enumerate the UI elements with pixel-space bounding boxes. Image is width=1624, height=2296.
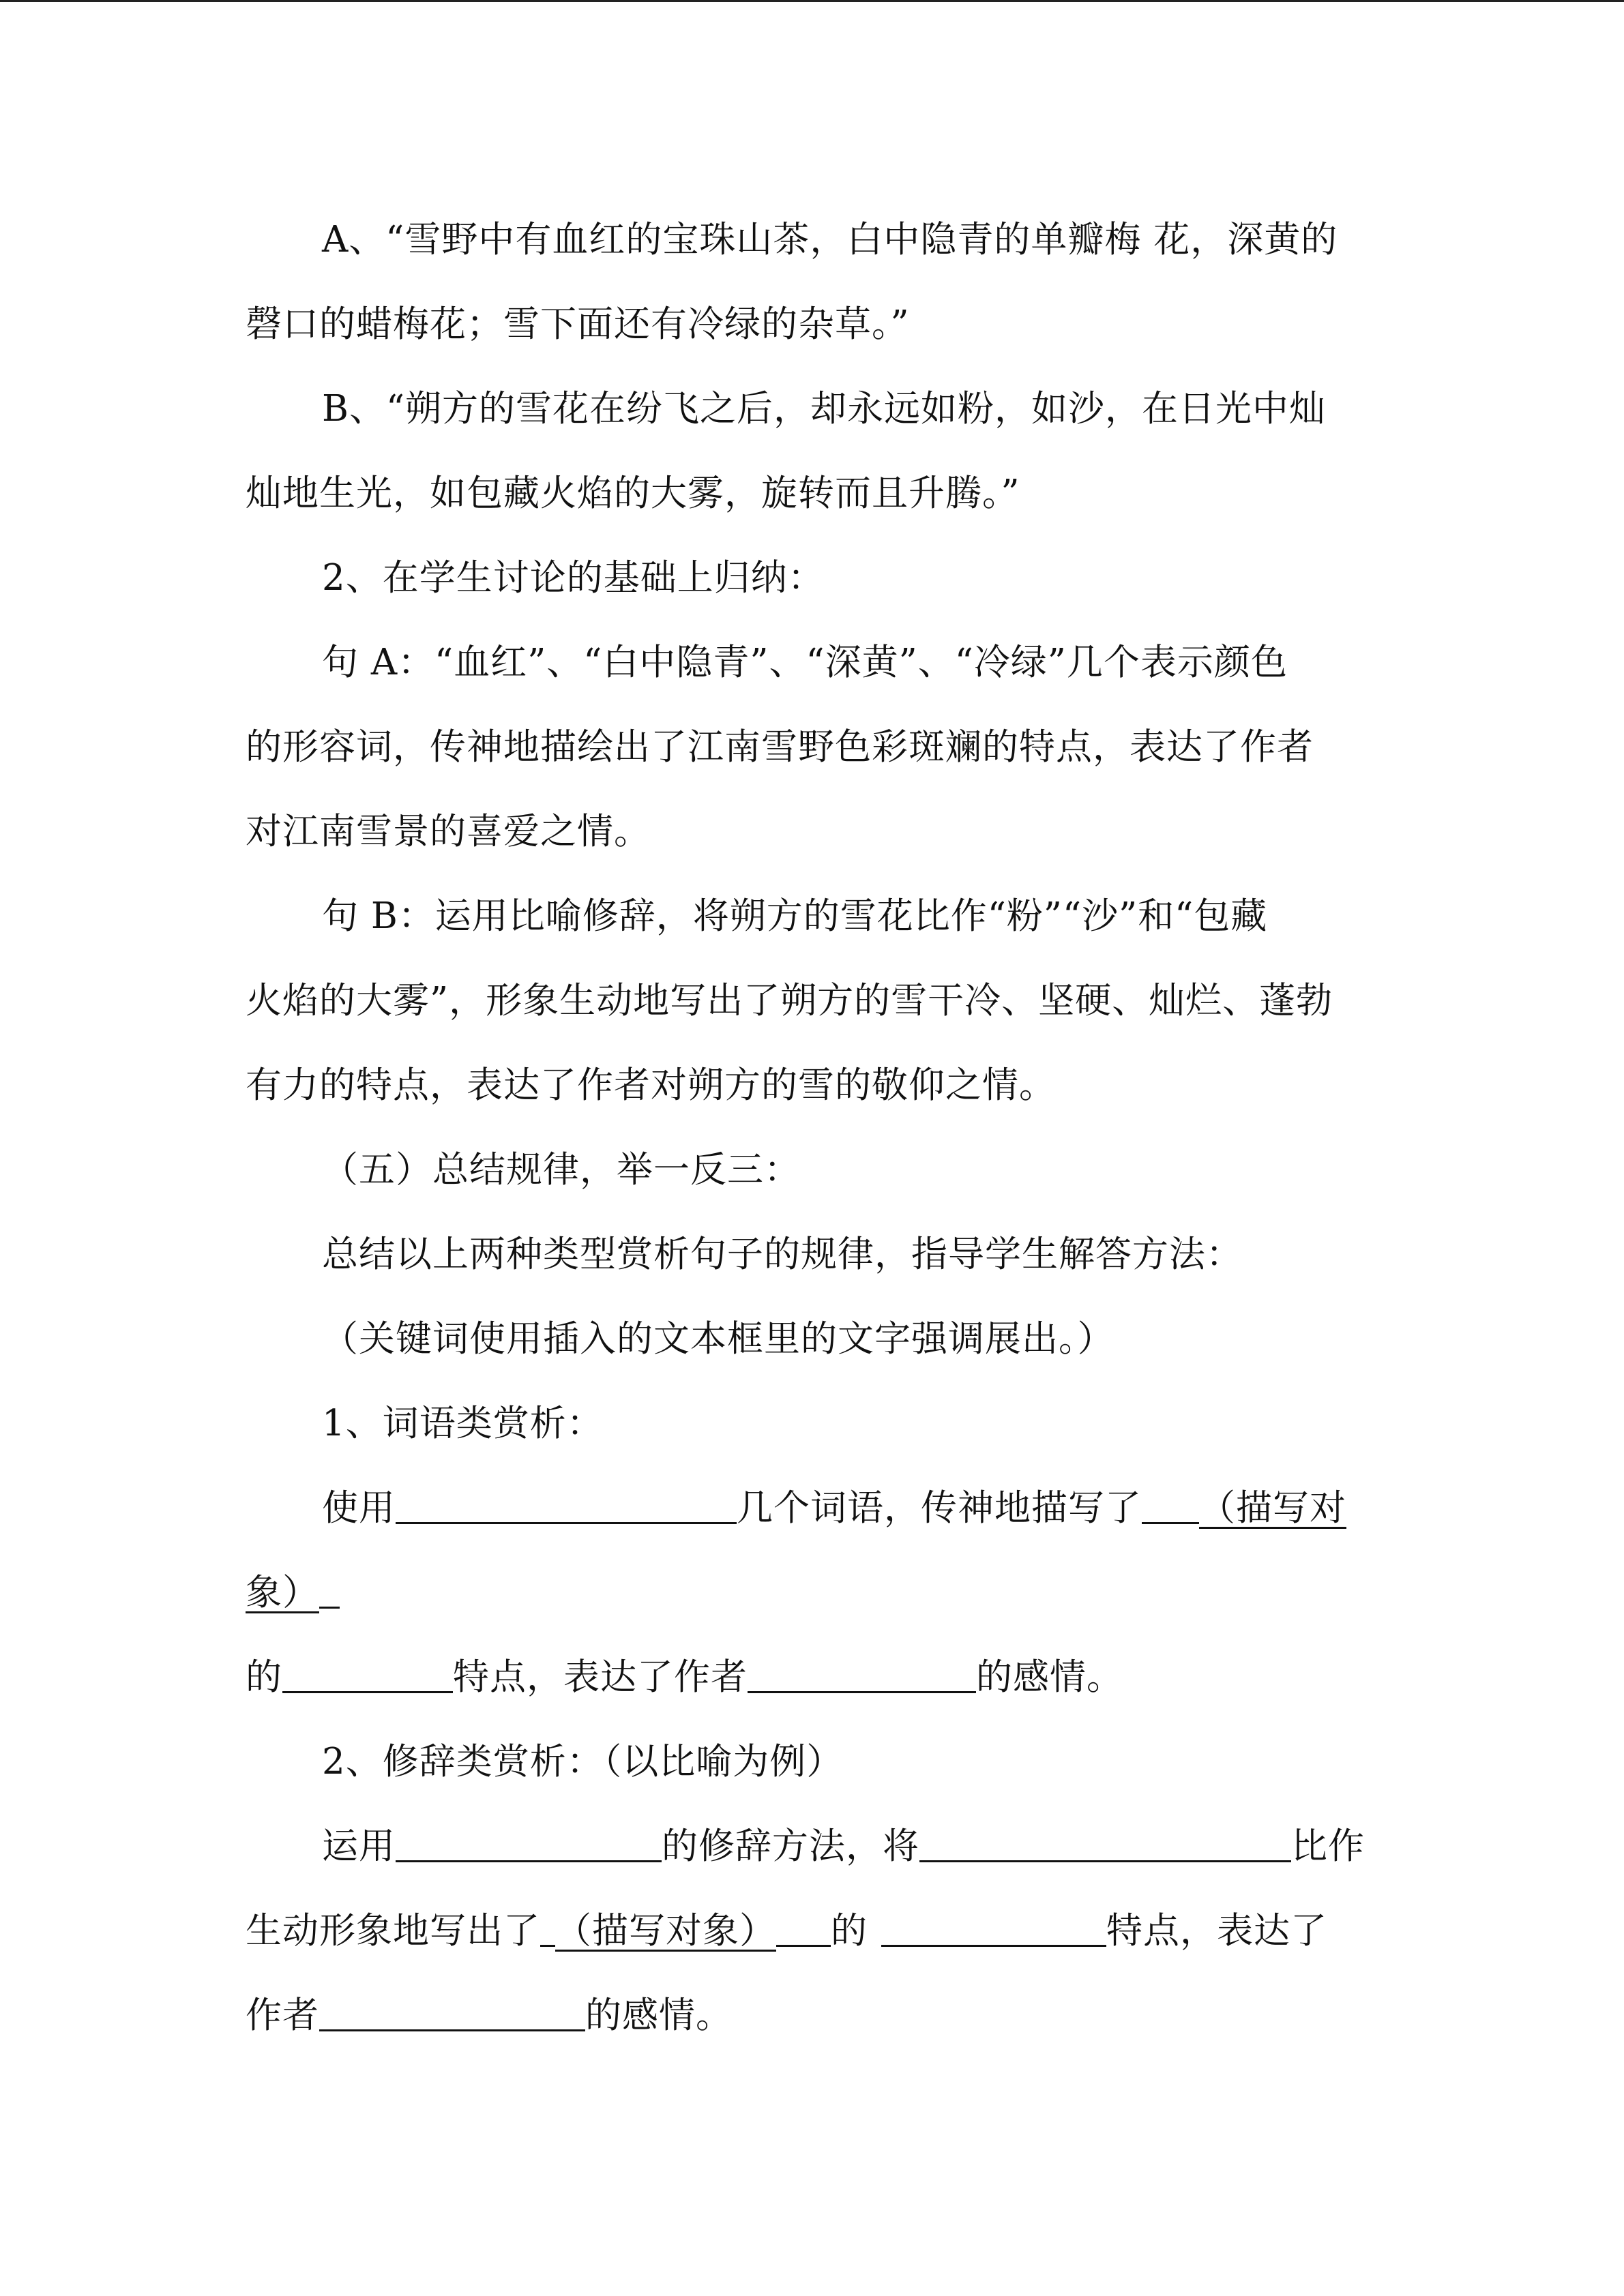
blank-object-field[interactable] <box>919 1822 1291 1862</box>
underlined-description-object <box>1142 1487 1346 1529</box>
blank-suffix <box>776 1907 831 1947</box>
underlined-description-object <box>540 1910 831 1952</box>
section-five-heading: （五）总结规律，举一反三： <box>322 1149 801 1191</box>
word-template-line-1 <box>246 1466 1378 1551</box>
word-template-line-2 <box>246 1551 1378 1635</box>
example-b-line-1: B、“朔方的雪花在纷飞之后，却永远如粉，如沙，在日光中灿 <box>322 388 1327 430</box>
blank-emotion-field[interactable] <box>319 1991 585 2031</box>
analysis-a-line-2: 的形容词，传神地描绘出了江南雪野色彩斑斓的特点，表达了作者 <box>246 726 1314 768</box>
rhetoric-template-text: 作者 <box>246 1995 319 2036</box>
blank-words-field[interactable] <box>396 1484 737 1524</box>
blank-prefix <box>540 1907 555 1947</box>
description-object-text: （描写对 <box>1199 1487 1346 1529</box>
word-analysis-heading: 1、词语类赏析： <box>322 1403 604 1444</box>
rhetoric-template-text: 生动形象地写出了 <box>246 1910 540 1952</box>
analysis-b-line-3: 有力的特点，表达了作者对朔方的雪的敬仰之情。 <box>246 1064 1056 1106</box>
example-b-line-2: 灿地生光，如包藏火焰的大雾，旋转而且升腾。” <box>246 473 1020 514</box>
underlined-description-object-end: 象） <box>246 1572 319 1613</box>
document-page <box>246 198 1378 2058</box>
summary-heading: 2、在学生讨论的基础上归纳： <box>322 557 825 599</box>
description-object-text: （描写对象） <box>555 1910 776 1952</box>
textbox-note: （关键词使用插入的文本框里的文字强调展出。） <box>322 1318 1114 1360</box>
blank-prefix <box>1142 1484 1199 1524</box>
rhetoric-template-text: 特点，表达了 <box>1106 1910 1327 1952</box>
rhetoric-template-text: 的感情。 <box>585 1995 733 2036</box>
analysis-b-line-2: 火焰的大雾”，形象生动地写出了朔方的雪干冷、坚硬、灿烂、蓬勃 <box>246 980 1333 1022</box>
rhetoric-template-line-1 <box>246 1804 1378 1889</box>
word-template-line-3 <box>246 1635 1378 1720</box>
word-template-text: 的感情。 <box>976 1656 1123 1698</box>
word-template-text: 的 <box>246 1656 282 1698</box>
analysis-a-line-3: 对江南雪景的喜爱之情。 <box>246 811 651 852</box>
blank-rhetoric-field[interactable] <box>396 1822 662 1862</box>
rhetoric-template-text: 的修辞方法，将 <box>662 1825 919 1867</box>
analysis-b-line-1: 句 B：运用比喻修辞，将朔方的雪花比作“粉”“沙”和“包藏 <box>322 895 1268 937</box>
blank-emotion-field[interactable] <box>748 1653 976 1693</box>
word-template-text: 特点，表达了作者 <box>453 1656 748 1698</box>
blank-feature-field[interactable] <box>881 1907 1106 1947</box>
word-template-text: 使用 <box>322 1487 396 1529</box>
blank-feature-field[interactable] <box>282 1653 453 1693</box>
rhetoric-template-text: 运用 <box>322 1825 396 1867</box>
example-a-line-2: 磬口的蜡梅花；雪下面还有冷绿的杂草。” <box>246 303 910 345</box>
rhetoric-analysis-heading: 2、修辞类赏析：（以比喻为例） <box>322 1741 844 1783</box>
analysis-a-line-1: 句 A：“血红”、“白中隐青”、“深黄”、“冷绿”几个表示颜色 <box>322 642 1288 683</box>
page-top-border <box>0 0 1624 2</box>
rhetoric-template-line-3 <box>246 1973 1378 2058</box>
rhetoric-template-line-2 <box>246 1889 1378 1973</box>
word-template-text: 几个词语，传神地描写了 <box>737 1487 1142 1529</box>
summary-instruction: 总结以上两种类型赏析句子的规律，指导学生解答方法： <box>322 1234 1243 1275</box>
example-a-line-1: A、“雪野中有血红的宝珠山茶，白中隐青的单瓣梅 花，深黄的 <box>322 219 1338 260</box>
rhetoric-template-text: 比作 <box>1291 1825 1365 1867</box>
rhetoric-template-text: 的 <box>831 1910 868 1952</box>
blank-suffix <box>319 1568 340 1609</box>
